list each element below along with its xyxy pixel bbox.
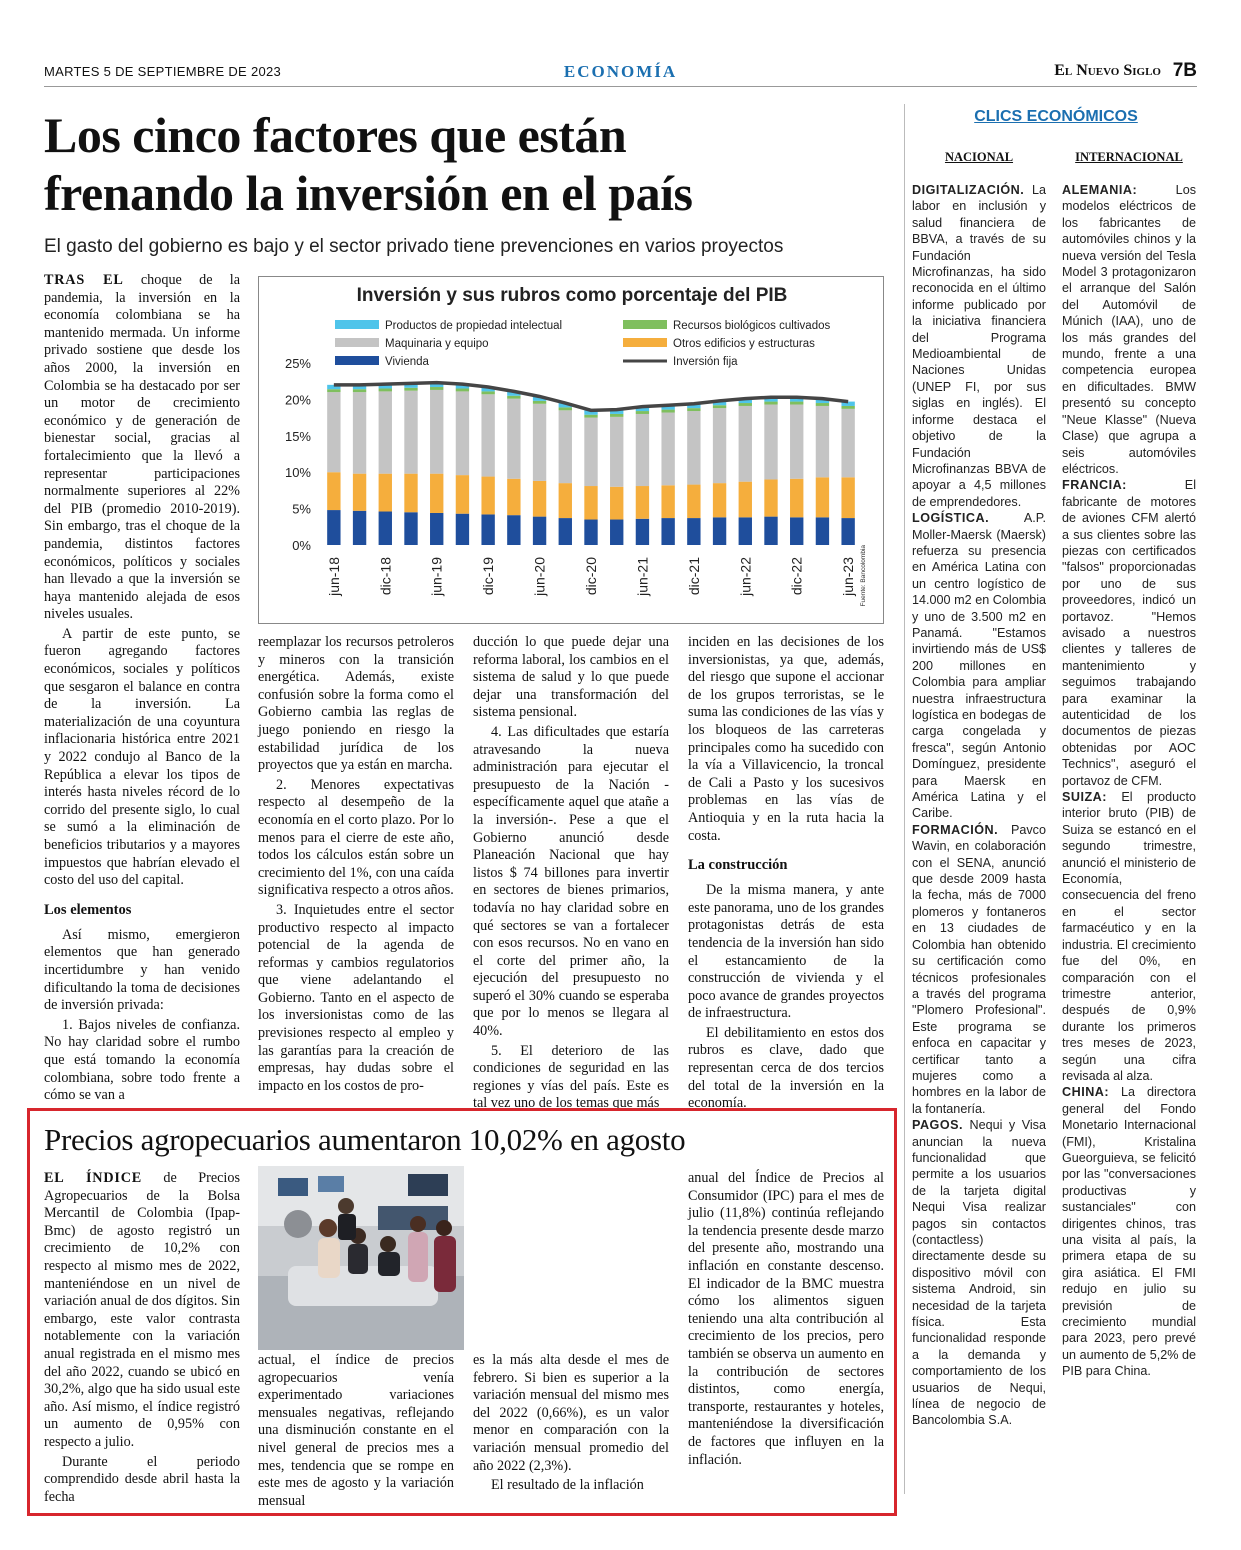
second-column-4: [688, 1170, 884, 1471]
paragraph: reemplazar los recursos petroleros y mineros con la transición energética. Además, existe confusión sobre la forma como el Gobierno cambia las reglas de juego poniendo en riesgo la estabilidad jurídica de los proyectos que ya están en marcha.: [258, 634, 454, 774]
brief-item: CHINA: La directora general del Fondo Monetario Internacional (FMI), Kristalina Gueorguieva, se felicitó por las "conversaciones productivas y sustanciales" con dirigentes chinos, tras una visita al país, la primera etapa de su gira asiática. El FMI redujo en julio su previsión de crecimiento mundial para 2023, pero prevé un aumento de 5,2% de PIB para China.: [1062, 1085, 1196, 1379]
bar-segment: [661, 485, 674, 518]
bar-segment: [481, 394, 494, 476]
y-tick-label: 15%: [284, 428, 311, 444]
paragraph: 3. Inquietudes entre el sector productivo respecto al impacto potencial de la agenda de reformas y cambios regulatorios que viene adelantando el Gobierno. Tanto en el aspecto de los inversionistas como de las previsiones respecto al empleo y las garantías para la creación de empresas, hay dudas sobre el impacto en los costos de pro-: [258, 901, 454, 1094]
legend-swatch: [623, 338, 667, 347]
brief-item: FORMACIÓN. Pavco Wavin, en colaboración con el SENA, anunció que desde 2009 hasta la fecha, más de 7000 plomeros y fontaneros en 13 ciudades de Colombia han obtenido su certificación como técnicos profesionales a través del programa "Plomero Profesional". Este programa se enfoca en capacitar y certificar tanto a mujeres como a hombres en la labor de la fontanería.: [912, 822, 1046, 1116]
paragraph: 2. Menores expectativas respecto al desempeño de la economía en el corto plazo. Por lo menos para el cierre de este año, todos los cálculos están sobre un crecimiento del 1%, con una caída significativa respecto a otros años.: [258, 776, 454, 899]
x-tick-label: jun-18: [325, 557, 342, 596]
sidebar-title: CLICS ECONÓMICOS: [974, 108, 1138, 125]
y-tick-label: 5%: [292, 501, 311, 517]
page-number: 7B: [1172, 60, 1197, 81]
bar-segment: [327, 510, 340, 545]
paragraph: A partir de este punto, se fueron agregando factores económicos, sociales y políticos que sesgaron el balance en contra de la inversión. La materialización de una coyuntura inflacionaria histórica entre 2021 y 2022 condujo al Banco de la República a elevar los tipos de interés hasta niveles récord de lo corrido del presente siglo, lo cual se sumó a la eliminación de beneficios tributarios y a mayores impuestos que habrían elevado el costo del uso del capital.: [44, 625, 240, 889]
bar-segment: [430, 513, 443, 545]
main-headline: [44, 106, 884, 222]
bar-segment: [584, 415, 597, 418]
bar-segment: [430, 387, 443, 390]
bar-segment: [636, 414, 649, 486]
main-column-2: [258, 634, 454, 1097]
paragraph: 5. El deterioro de las condiciones de seguridad en las regiones y vías del país. Este es tal vez uno de los temas que más: [473, 1042, 669, 1112]
lead-word: EL ÍNDICE: [44, 1170, 142, 1186]
newspaper-name: El Nuevo Siglo: [1054, 62, 1161, 79]
bar-segment: [713, 408, 726, 483]
second-column-2: [258, 1352, 454, 1512]
paragraph: ducción lo que puede dejar una reforma laboral, los cambios en el sistema de salud y lo que puede dejar una transformación del sistema pensional.: [473, 634, 669, 721]
bar-segment: [636, 486, 649, 519]
sidebar-column-internacional: [1062, 182, 1196, 1380]
chart-title: Inversión y sus rubros como porcentaje del PIB: [356, 285, 788, 306]
chart-source-note: Fuente: Bancolombia: [860, 545, 867, 607]
bar-segment: [379, 512, 392, 545]
bar-segment: [327, 472, 340, 510]
headline-line-1: Los cinco factores que están: [44, 107, 627, 163]
x-tick-label: jun-19: [428, 557, 445, 596]
bar-segment: [481, 391, 494, 394]
paragraph: De la misma manera, y ante este panorama, uno de los grandes protagonistas detrás de esta tendencia de la inversión han sido el estancamiento de la construcción de vivienda y el poco avance de grandes proyectos de infraestructura.: [688, 882, 884, 1022]
x-tick-label: dic-20: [583, 557, 599, 596]
legend-swatch: [335, 338, 379, 347]
bar-segment: [790, 479, 803, 518]
paragraph: Así mismo, emergieron elementos que han generado incertidumbre y han venido dificultando la toma de decisiones de inversión privada:: [44, 926, 240, 1014]
bar-segment: [713, 405, 726, 408]
legend-swatch: [335, 356, 379, 365]
paragraph: choque de la pandemia, la inversión en la economía colombiana se ha mantenido mermada. Un informe privado sostiene que desde los años 2000, la inversión en Colombia se ha destacado por ser un motor de crecimiento económico y de generación de bienestar social, gracias al fortalecimiento que la llevó a representar participaciones normalmente superiores al 22% del PIB (promedio 2010-2019). Sin embargo, tras el choque de la pandemia, distintos factores económicos, políticos y sociales han llevado a que la inversión se haya mantenido alejada de esos niveles usuales.: [44, 272, 240, 623]
main-column-3: [473, 634, 669, 1115]
bar-segment: [559, 518, 572, 545]
subheading: La construcción: [688, 857, 788, 874]
bar-segment: [559, 410, 572, 483]
paragraph: actual, el índice de precios agropecuarios venía experimentado variaciones mensuales negativas, reflejando una disminución constante en el nivel general de precios mes a mes, tendencia que se rompe en este mes de agosto y la variación mensual: [258, 1352, 454, 1509]
paragraph: 1. Bajos niveles de confianza. No hay claridad sobre el rumbo que está tomando la economía colombiana, sobre todo frente a cómo se van a: [44, 1016, 240, 1104]
paragraph: de Precios Agropecuarios de la Bolsa Mercantil de Colombia (Ipap-Bmc) de agosto registró un crecimiento de 10,2% con respecto al mismo mes de 2022, manteniéndose en un nivel de variación anual de dos dígitos. Sin embargo, este valor contrasta notablemente con la variación anual registrada en el mismo mes del año 2022, cuando se ubicó en 30,2%, algo que ha sido usual este año. Así mismo, el índice registró un aumento de 0,95% con respecto a julio.: [44, 1170, 240, 1450]
bar-segment: [481, 477, 494, 515]
bar-segment: [404, 391, 417, 474]
brief-item: ALEMANIA: Los modelos eléctricos de los fabricantes de automóviles chinos y la nueva versión del Tesla Model 3 protagonizaron el arranque del Salón del Automóvil de Múnich (IAA), uno de los más grandes del mundo, frente a una competencia europea en dificultades. BMW presentó su concepto "Neue Klasse" (Nueva Clase) que agrupa a seis automóviles eléctricos.: [1062, 183, 1196, 476]
x-tick-label: dic-18: [377, 557, 394, 596]
bar-segment: [584, 486, 597, 519]
bar-segment: [816, 406, 829, 477]
bar-segment: [481, 514, 494, 545]
legend-label: Inversión fija: [673, 356, 738, 368]
bar-segment: [739, 482, 752, 518]
y-tick-label: 20%: [284, 392, 311, 408]
bar-segment: [687, 411, 700, 485]
bar-segment: [816, 517, 829, 545]
headline-line-2: frenando la inversión en el país: [44, 165, 693, 221]
legend-label: Otros edificios y estructuras: [673, 338, 815, 350]
bar-segment: [404, 474, 417, 513]
chart-plot: [259, 277, 883, 623]
sidebar-heading-nacional: NACIONAL: [944, 150, 1014, 164]
bar-segment: [739, 403, 752, 406]
paragraph: El debilitamiento en estos dos rubros es clave, dado que representan cerca de dos tercios del total de la inversión en la economía.: [688, 1024, 884, 1112]
y-tick-label: 10%: [284, 465, 311, 481]
legend-label: Productos de propiedad intelectual: [385, 320, 563, 332]
bar-segment: [841, 409, 854, 477]
issue-date: MARTES 5 DE SEPTIEMBRE DE 2023: [44, 64, 282, 79]
bar-segment: [456, 391, 469, 475]
bar-segment: [584, 520, 597, 545]
bar-segment: [687, 485, 700, 518]
bar-segment: [816, 477, 829, 517]
bar-segment: [507, 515, 520, 545]
bar-segment: [687, 518, 700, 545]
section-name: ECONOMÍA: [563, 62, 678, 81]
bar-segment: [764, 517, 777, 545]
bar-segment: [610, 487, 623, 520]
bar-segment: [456, 388, 469, 391]
bar-segment: [610, 414, 623, 417]
bar-segment: [404, 388, 417, 391]
bar-segment: [610, 520, 623, 545]
second-column-3: [473, 1352, 669, 1497]
bar-segment: [353, 474, 366, 511]
main-column-1: [44, 272, 240, 1107]
subheading: Los elementos: [44, 901, 132, 918]
bar-segment: [533, 517, 546, 545]
bar-segment: [353, 511, 366, 545]
bar-segment: [739, 406, 752, 482]
bar-segment: [636, 411, 649, 414]
bar-segment: [404, 512, 417, 545]
legend-label: Vivienda: [385, 356, 429, 368]
brief-item: SUIZA: El producto interior bruto (PIB) de Suiza se estancó en el segundo trimestre, anunció el ministerio de Economía, consecuencia del freno en el sector farmacéutico y en la industria. El crecimiento fue del 0%, en comparación con el trimestre anterior, después de 0,9% durante los primeros tres meses de 2023, según una cifra revisada al alza.: [1062, 790, 1196, 1083]
bar-segment: [713, 483, 726, 517]
main-subtitle: El gasto del gobierno es bajo y el sector privado tiene prevenciones en varios proyectos: [44, 236, 784, 257]
bar-segment: [764, 404, 777, 479]
bar-segment: [559, 407, 572, 410]
bar-segment: [533, 401, 546, 404]
brief-item: FRANCIA: El fabricante de motores de aviones CFM alertó a sus clientes sobre las piezas con certificados "falsos" proporcionadas por uno de sus proveedores, indicó un portavoz. "Hemos avisado a nuestros clientes y talleres de mantenimiento y seguimos trabajando para examinar la autenticidad de los documentos de piezas obtenidas por AOC Technics", aseguró el portavoz de CFM.: [1062, 478, 1196, 788]
x-tick-label: jun-20: [531, 557, 548, 596]
bar-segment: [456, 475, 469, 514]
x-tick-label: dic-21: [685, 557, 702, 596]
legend-label: Maquinaria y equipo: [385, 338, 489, 350]
bar-segment: [764, 402, 777, 405]
bar-segment: [610, 417, 623, 487]
paragraph: anual del Índice de Precios al Consumidor (IPC) para el mes de julio (11,8%) continúa reflejando la tendencia presente desde marzo del presente año, mostrando una inflación en constante descenso. El indicador de la BMC muestra cómo los alimentos siguen teniendo una alta contribución al crecimiento de los precios, pero también se observa un aumento en la contribución de sectores distintos, como energía, transporte, restaurantes y hoteles, manteniéndose la diversificación de factores que influyen en la inflación.: [688, 1170, 884, 1468]
brief-item: LOGÍSTICA. A.P. Moller-Maersk (Maersk) refuerza su presencia en América Latina con un centro logístico de 14.000 m2 en Colombia y uno de 3.500 m2 en Panamá. "Estamos invirtiendo más de US$ 200 millones en Colombia para ampliar nuestra infraestructura logística en bodegas de carga congelada y fresca", según Antonio Domínguez, presidente para Maersk en América Latina y el Caribe.: [912, 511, 1046, 821]
bar-segment: [353, 392, 366, 474]
bar-segment: [379, 391, 392, 473]
y-tick-label: 0%: [292, 538, 311, 553]
paragraph: 4. Las dificultades que estaría atravesando la nueva administración para ejecutar el presupuesto de la Nación -específicamente aquel que atañe a la inversión-. Pese a que el Gobierno anunció desde Planeación Nacional que hay listos $ 74 billones para invertir en sectores de bienes primarios, todavía no hay claridad sobre en qué sectores se van a fortalecer con esos recursos. No en vano en el corte del primer año, la ejecución del presupuesto no superó el 30% cuando se esperaba que por lo menos se llegara al 40%.: [473, 723, 669, 1040]
x-tick-label: jun-23: [840, 557, 857, 596]
bar-segment: [584, 418, 597, 486]
lead-word: TRAS EL: [44, 272, 124, 288]
bar-segment: [841, 406, 854, 409]
sidebar-heading-internacional: INTERNACIONAL: [1075, 150, 1183, 164]
paragraph: Durante el periodo comprendido desde abril hasta la fecha: [44, 1453, 240, 1505]
bar-segment: [790, 402, 803, 405]
legend-swatch: [623, 320, 667, 329]
sidebar-column-nacional: [912, 182, 1046, 1429]
bar-segment: [507, 399, 520, 479]
bar-segment: [661, 410, 674, 413]
bar-segment: [841, 518, 854, 545]
paragraph: El resultado de la inflación: [491, 1477, 644, 1494]
legend-swatch: [335, 320, 379, 329]
bar-segment: [661, 518, 674, 545]
bar-segment: [661, 413, 674, 486]
brief-item: PAGOS. Nequi y Visa anuncian la nueva funcionalidad que permite a los usuarios de la tarjeta digital Nequi Visa realizar pagos sin contactos (contactless) directamente desde su dispositivo móvil con sistema Android, sin necesidad de la tarjeta física. Esta funcionalidad responde a la demanda y comportamiento de los usuarios de Nequi, línea de negocio de Bancolombia S.A.: [912, 1118, 1046, 1428]
bar-segment: [507, 479, 520, 515]
bar-segment: [739, 517, 752, 545]
bar-segment: [507, 396, 520, 399]
main-column-4: [688, 634, 884, 1115]
x-tick-label: jun-21: [634, 557, 651, 596]
bar-segment: [816, 403, 829, 406]
header-divider: [44, 86, 1197, 87]
bar-segment: [456, 514, 469, 545]
bar-segment: [533, 481, 546, 517]
bar-segment: [790, 404, 803, 478]
second-column-1: [44, 1170, 240, 1508]
x-tick-label: dic-22: [788, 557, 805, 596]
bar-segment: [430, 390, 443, 474]
bar-segment: [430, 474, 443, 513]
bar-segment: [687, 408, 700, 411]
second-headline: Precios agropecuarios aumentaron 10,02% en agosto: [44, 1122, 686, 1157]
sidebar-divider: [904, 104, 905, 1494]
legend-label: Recursos biológicos cultivados: [673, 320, 831, 332]
bar-segment: [790, 517, 803, 545]
brief-item: DIGITALIZACIÓN. La labor en inclusión y salud financiera de BBVA, a través de su Fundación Microfinanzas, ha sido reconocida en el último informe publicado por la iniciativa financiera del Programa Medioambiental de Naciones Unidas (UNEP FI, por sus siglas en inglés). El informe destaca el objetivo de la Fundación Microfinanzas BBVA de apoyar a 4,5 millones de emprendedores.: [912, 183, 1046, 509]
x-tick-label: jun-22: [737, 557, 754, 596]
bar-segment: [379, 388, 392, 391]
bar-segment: [764, 479, 777, 516]
bar-segment: [713, 517, 726, 545]
trading-floor-photo: [258, 1166, 464, 1350]
bar-segment: [327, 392, 340, 472]
paragraph: es la más alta desde el mes de febrero. Si bien es superior a la variación mensual del mismo mes del 2022 (0,66%), es un valor menor en comparación con la variación mensual promedio del año 2022 (2,3%).: [473, 1352, 669, 1474]
bar-segment: [353, 389, 366, 392]
bar-segment: [379, 474, 392, 512]
bar-segment: [636, 519, 649, 545]
paragraph: inciden en las decisiones de los inversionistas, ya que, además, del riesgo que supone el accionar de los grupos terroristas, se le suma las condiciones de las vías y los bloqueos de las carreteras principales como ha sucedido con la vía a Villavicencio, la troncal de Cali a Pasto y los sucesivos problemas en las vías de Antioquia y en la ruta hacia la costa.: [688, 634, 884, 844]
bar-segment: [327, 389, 340, 392]
x-tick-label: dic-19: [480, 557, 497, 596]
bar-segment: [841, 477, 854, 518]
bar-segment: [533, 404, 546, 481]
y-tick-label: 25%: [284, 356, 311, 371]
bar-segment: [559, 483, 572, 518]
investment-chart: [258, 276, 884, 624]
